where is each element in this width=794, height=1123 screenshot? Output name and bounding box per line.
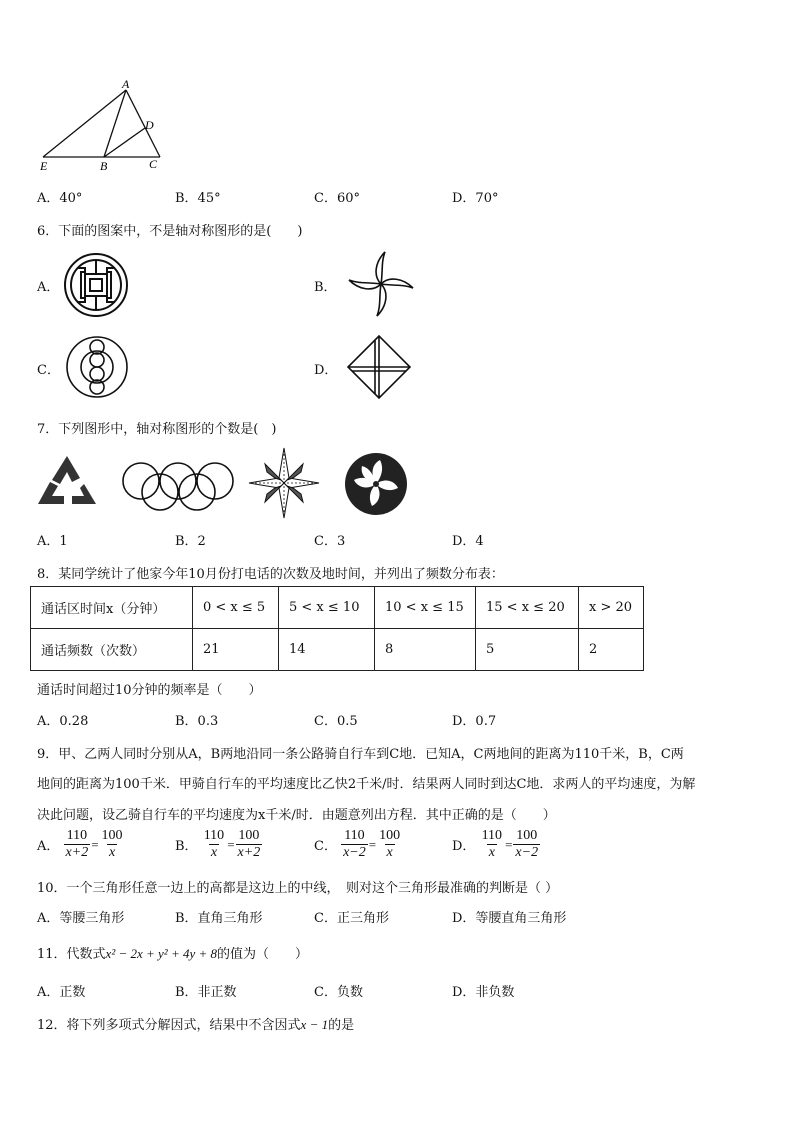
fraction [480, 828, 504, 861]
triangle-figure [30, 78, 170, 178]
equals-sign: = [368, 836, 377, 852]
q12-stem [37, 1014, 354, 1033]
numerator: 110 [481, 828, 503, 843]
denominator: x+2 [237, 845, 261, 860]
label-a: A [122, 78, 130, 91]
table-cell: 5 < x ≤ 10 [279, 587, 375, 629]
q11-option-b[interactable]: B．非正数 [175, 985, 237, 1000]
q8-option-a[interactable]: A．0.28 [37, 714, 89, 729]
q7-option-a[interactable]: A．1 [37, 534, 68, 549]
numerator: 100 [101, 828, 123, 843]
frequency-table [30, 586, 644, 671]
denominator: x [488, 845, 495, 860]
table-cell: 14 [279, 629, 375, 671]
q6-label-b[interactable]: B． [314, 280, 337, 295]
diamond-pattern-icon [346, 334, 412, 400]
q11-option-c[interactable]: C．负数 [314, 985, 363, 1000]
q11-option-d[interactable]: D．非负数 [452, 985, 515, 1000]
table-cell: 21 [193, 629, 279, 671]
denominator: x [210, 845, 218, 860]
q6-label-d[interactable]: D． [314, 363, 338, 378]
coin-pattern-icon [63, 252, 129, 318]
table-cell: 5 [476, 629, 579, 671]
denominator: x−2 [515, 845, 539, 860]
q6-label-a[interactable]: A． [37, 280, 60, 295]
q11-stem-suffix: 的值为（ ） [217, 947, 309, 962]
numerator: 100 [516, 828, 538, 843]
denominator: x [386, 845, 393, 860]
fraction [100, 828, 125, 861]
q7-option-c[interactable]: C．3 [314, 534, 346, 549]
q9-option-c[interactable] [314, 828, 402, 861]
q10-option-d[interactable]: D．等腰直角三角形 [452, 911, 567, 926]
q9-option-label: B． [175, 839, 198, 854]
label-e: E [40, 159, 48, 173]
table-cell: 2 [579, 629, 644, 671]
table-row [31, 587, 644, 629]
q9-option-b[interactable] [175, 828, 262, 861]
numerator: 110 [66, 828, 88, 843]
q11-stem [37, 943, 308, 962]
q9-option-a[interactable] [37, 828, 125, 861]
q5-option-b[interactable]: B．45° [175, 191, 221, 206]
fraction [64, 828, 91, 861]
numerator: 110 [203, 828, 225, 843]
denominator: x [108, 845, 116, 860]
numerator: 110 [344, 828, 365, 843]
numerator: 100 [238, 828, 260, 843]
table-cell: 15 < x ≤ 20 [476, 587, 579, 629]
q8-option-c[interactable]: C．0.5 [314, 714, 358, 729]
fraction [341, 828, 368, 861]
q5-option-d[interactable]: D．70° [452, 191, 499, 206]
table-cell: 10 < x ≤ 15 [375, 587, 476, 629]
compass-star-icon [247, 446, 321, 520]
fraction [377, 828, 402, 861]
q10-option-b[interactable]: B．直角三角形 [175, 911, 263, 926]
q7-option-d[interactable]: D．4 [452, 534, 484, 549]
q7-stem: 7．下列图形中，轴对称图形的个数是( ) [37, 422, 277, 437]
olympic-rings-icon [120, 460, 236, 512]
pinwheel-icon [345, 248, 417, 320]
q8-option-b[interactable]: B．0.3 [175, 714, 219, 729]
q8-option-d[interactable]: D．0.7 [452, 714, 497, 729]
q10-option-c[interactable]: C．正三角形 [314, 911, 389, 926]
q5-option-c[interactable]: C．60° [314, 191, 360, 206]
q8-stem: 8．某同学统计了他家今年10月份打电话的次数及地时间，并列出了频数分布表： [37, 567, 504, 582]
table-cell: 通话频数（次数） [31, 629, 193, 671]
bauhinia-flower-icon [344, 452, 408, 516]
q12-stem-suffix: 的是 [328, 1018, 355, 1033]
equals-sign: = [505, 836, 513, 852]
q11-expression: x² − 2x + y² + 4y + 8 [105, 946, 218, 961]
denominator: x−2 [343, 845, 366, 860]
q7-option-b[interactable]: B．2 [175, 534, 206, 549]
equals-sign: = [91, 836, 99, 852]
fraction [202, 828, 226, 861]
q6-label-c[interactable]: C． [37, 363, 60, 378]
table-cell: 通话区时间x（分钟） [31, 587, 193, 629]
q9-line-2: 地间的距离为100千米．甲骑自行车的平均速度比乙快2千米/时．结果两人同时到达C地．求两人的平均速度，为解 [37, 777, 696, 792]
equals-sign: = [227, 836, 235, 852]
numerator: 100 [379, 828, 401, 843]
table-row [31, 629, 644, 671]
fraction [513, 828, 540, 861]
q9-option-d[interactable] [452, 828, 540, 861]
recycle-icon [36, 454, 98, 510]
label-b: B [100, 159, 108, 173]
q12-expression: x − 1 [300, 1017, 329, 1032]
q8-question: 通话时间超过10分钟的频率是（ ） [37, 683, 262, 698]
table-cell: x > 20 [579, 587, 644, 629]
q9-line-1: 9．甲、乙两人同时分别从A，B两地沿同一条公路骑自行车到C地．已知A，C两地间的距离为110千米，B，C两 [37, 747, 684, 762]
q9-line-3: 决此问题，设乙骑自行车的平均速度为x千米/时．由题意列出方程．其中正确的是（ ） [37, 808, 556, 823]
denominator: x+2 [65, 845, 89, 860]
q5-option-a[interactable]: A．40° [37, 191, 83, 206]
table-cell: 0 < x ≤ 5 [193, 587, 279, 629]
label-d: D [145, 118, 154, 132]
q9-option-label: A． [37, 839, 60, 854]
table-cell: 8 [375, 629, 476, 671]
q11-stem-prefix: 11．代数式 [37, 947, 106, 962]
q11-option-a[interactable]: A．正数 [37, 985, 86, 1000]
circles-pattern-icon [65, 335, 129, 399]
fraction [236, 828, 263, 861]
q12-stem-prefix: 12．将下列多项式分解因式，结果中不含因式 [37, 1018, 301, 1033]
q10-option-a[interactable]: A．等腰三角形 [37, 911, 125, 926]
label-c: C [149, 157, 158, 171]
q9-option-label: C． [314, 839, 337, 854]
q10-stem: 10．一个三角形任意一边上的高都是这边上的中线， 则对这个三角形最准确的判断是（ ） [37, 881, 559, 896]
q6-stem: 6．下面的图案中，不是轴对称图形的是( ) [37, 224, 303, 239]
q9-option-label: D． [452, 839, 476, 854]
